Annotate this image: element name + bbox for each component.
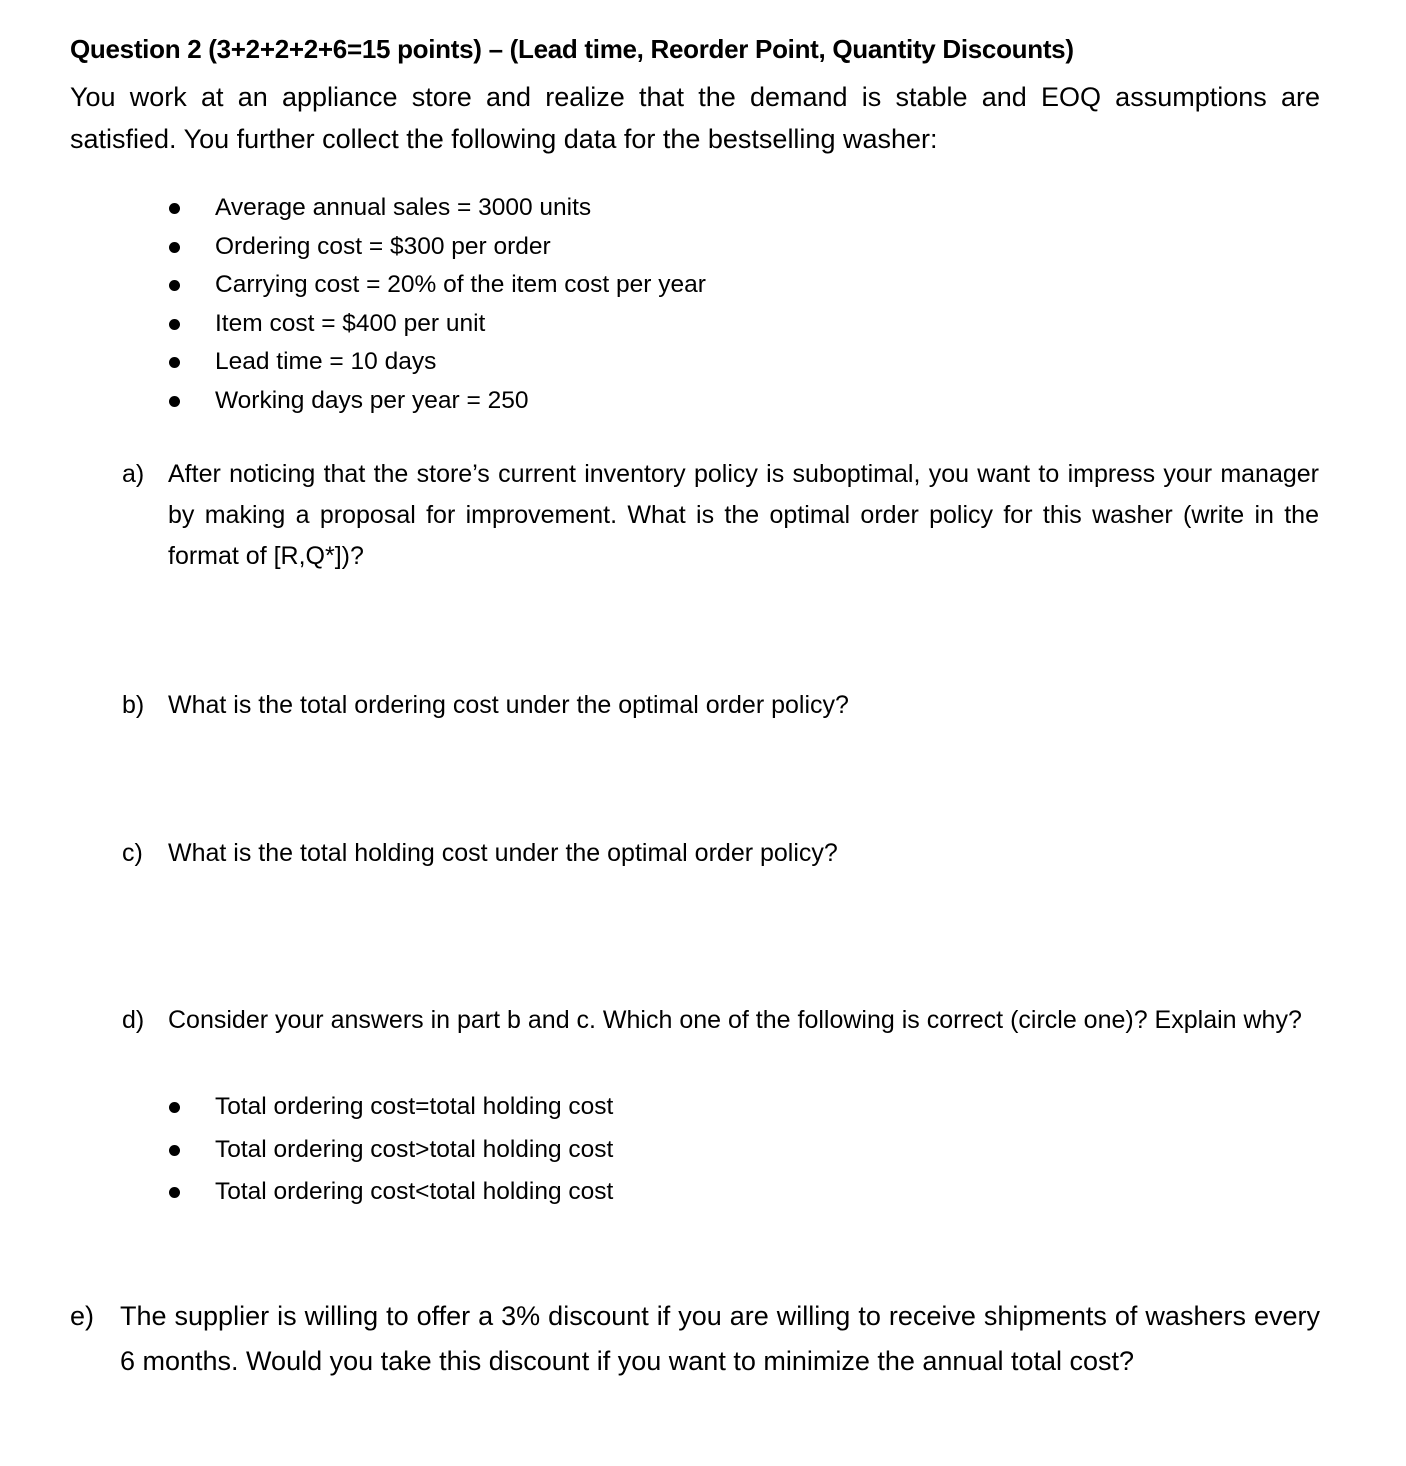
question-text: The supplier is willing to offer a 3% discount if you are willing to receive shipments of washers every 6 months. Would you take this discount if you want to minimize the annual total cost? (120, 1301, 1320, 1376)
question-text: Consider your answers in part b and c. Which one of the following is correct (circle one)? Explain why? (168, 1006, 1302, 1034)
bullet-icon (169, 396, 180, 407)
question-label: e) (70, 1301, 95, 1331)
question-label: b) (122, 691, 145, 719)
list-item-text: Item cost = $400 per unit (215, 309, 486, 337)
question-text: What is the total ordering cost under the optimal order policy? (168, 691, 849, 719)
bullet-icon (169, 242, 180, 253)
bullet-icon (169, 319, 180, 330)
answer-option-text: Total ordering cost<total holding cost (215, 1178, 614, 1205)
question-text: What is the total holding cost under the optimal order policy? (168, 839, 838, 867)
bullet-icon (169, 1187, 180, 1198)
bullet-icon (169, 203, 180, 214)
bullet-icon (169, 280, 180, 291)
bullet-icon (169, 1145, 180, 1156)
question-label: a) (122, 460, 145, 488)
question-label: c) (122, 839, 143, 867)
list-item-text: Average annual sales = 3000 units (215, 194, 592, 221)
answer-option-text: Total ordering cost>total holding cost (215, 1135, 614, 1163)
list-item-text: Lead time = 10 days (215, 348, 437, 376)
bullet-icon (169, 357, 180, 368)
answer-option-text: Total ordering cost=total holding cost (215, 1093, 614, 1120)
question-title: Question 2 (3+2+2+2+6=15 points) – (Lead time, Reorder Point, Quantity Discounts) (70, 34, 1074, 64)
list-item-text: Ordering cost = $300 per order (215, 232, 551, 260)
question-label: d) (122, 1006, 145, 1034)
question-text: After noticing that the store’s current inventory policy is suboptimal, you want to impress your manager by making a proposal for improvement. What is the optimal order policy for this washer (write in the format of [R,Q*])? (168, 460, 1319, 570)
list-item-text: Working days per year = 250 (215, 386, 529, 414)
bullet-icon (169, 1102, 180, 1113)
intro-paragraph: You work at an appliance store and realize that the demand is stable and EOQ assumptions are satisfied. You further collect the following data for the bestselling washer: (70, 82, 1320, 154)
list-item-text: Carrying cost = 20% of the item cost per year (215, 271, 706, 299)
